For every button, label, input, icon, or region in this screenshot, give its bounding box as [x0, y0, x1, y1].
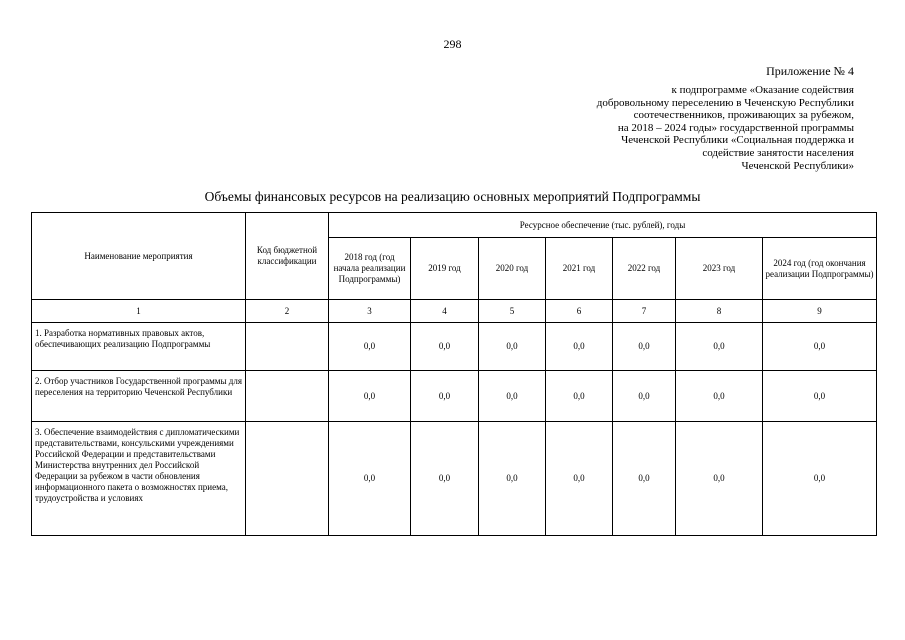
table-row: [32, 371, 877, 422]
header-year: 2022 год: [613, 238, 676, 300]
value-cell: 0,0: [613, 422, 676, 536]
value-cell: 0,0: [329, 323, 411, 371]
page-number: 298: [443, 37, 462, 51]
value-cell: 0,0: [546, 371, 613, 422]
table-header-row: [32, 213, 877, 238]
appendix-line: Чеченской Республики «Социальная поддержка и: [621, 134, 854, 147]
header-year: 2020 год: [479, 238, 546, 300]
appendix-line: Чеченской Республики»: [741, 159, 854, 172]
index-cell: 2: [246, 300, 329, 323]
index-cell: 1: [32, 300, 246, 323]
value-cell: 0,0: [613, 371, 676, 422]
table-index-row: [32, 300, 877, 323]
appendix-line: соотечественников, проживающих за рубежом,: [633, 109, 854, 122]
appendix-title: Приложение № 4: [766, 64, 854, 78]
value-cell: 0,0: [676, 371, 763, 422]
header-year: 2019 год: [411, 238, 479, 300]
financial-resources-table: [31, 212, 877, 536]
index-cell: 5: [479, 300, 546, 323]
index-cell: 8: [676, 300, 763, 323]
index-cell: 6: [546, 300, 613, 323]
appendix-line: к подпрограмме «Оказание содействия: [671, 84, 854, 96]
value-cell: 0,0: [329, 422, 411, 536]
index-cell: 9: [763, 300, 877, 323]
value-cell: 0,0: [479, 371, 546, 422]
table-row: [32, 323, 877, 371]
value-cell: 0,0: [546, 323, 613, 371]
value-cell: 0,0: [676, 422, 763, 536]
header-year: 2023 год: [676, 238, 763, 300]
value-cell: 0,0: [613, 323, 676, 371]
value-cell: 0,0: [676, 323, 763, 371]
index-cell: 4: [411, 300, 479, 323]
header-code: Код бюджетной классификации: [246, 213, 329, 300]
header-year: 2021 год: [546, 238, 613, 300]
activity-name: 3. Обеспечение взаимодействия с дипломатическими представительствами, консульскими учреждениями Российской Федерации и представительствами Министерства внутренних дел Российской Федерации за рубежом в части обновления информационного пакета о возможностях приема, трудоустройства и условиях: [32, 422, 246, 536]
value-cell: 0,0: [763, 323, 877, 371]
activity-name: 1. Разработка нормативных правовых актов, обеспечивающих реализацию Подпрограммы: [32, 323, 246, 371]
value-cell: 0,0: [479, 323, 546, 371]
value-cell: 0,0: [479, 422, 546, 536]
value-cell: 0,0: [763, 422, 877, 536]
header-name: Наименование мероприятия: [32, 213, 246, 300]
index-cell: 7: [613, 300, 676, 323]
appendix-line: добровольному переселению в Чеченскую Республики: [596, 96, 854, 109]
value-cell: 0,0: [329, 371, 411, 422]
budget-code: [246, 371, 329, 422]
value-cell: 0,0: [763, 371, 877, 422]
value-cell: 0,0: [546, 422, 613, 536]
table-row: [32, 422, 877, 536]
budget-code: [246, 422, 329, 536]
appendix-line: содействие занятости населения: [702, 146, 854, 159]
value-cell: 0,0: [411, 371, 479, 422]
value-cell: 0,0: [411, 422, 479, 536]
header-year: 2024 год (год окончания реализации Подпрограммы): [763, 238, 877, 300]
value-cell: 0,0: [411, 323, 479, 371]
header-resources: Ресурсное обеспечение (тыс. рублей), годы: [329, 213, 877, 238]
document-title: Объемы финансовых ресурсов на реализацию основных мероприятий Подпрограммы: [204, 189, 701, 204]
appendix-line: на 2018 – 2024 годы» государственной программы: [617, 121, 854, 134]
appendix-text: [597, 84, 854, 172]
activity-name: 2. Отбор участников Государственной программы для переселения на территорию Чеченской Республики: [32, 371, 246, 422]
index-cell: 3: [329, 300, 411, 323]
header-year: 2018 год (год начала реализации Подпрограммы): [329, 238, 411, 300]
budget-code: [246, 323, 329, 371]
